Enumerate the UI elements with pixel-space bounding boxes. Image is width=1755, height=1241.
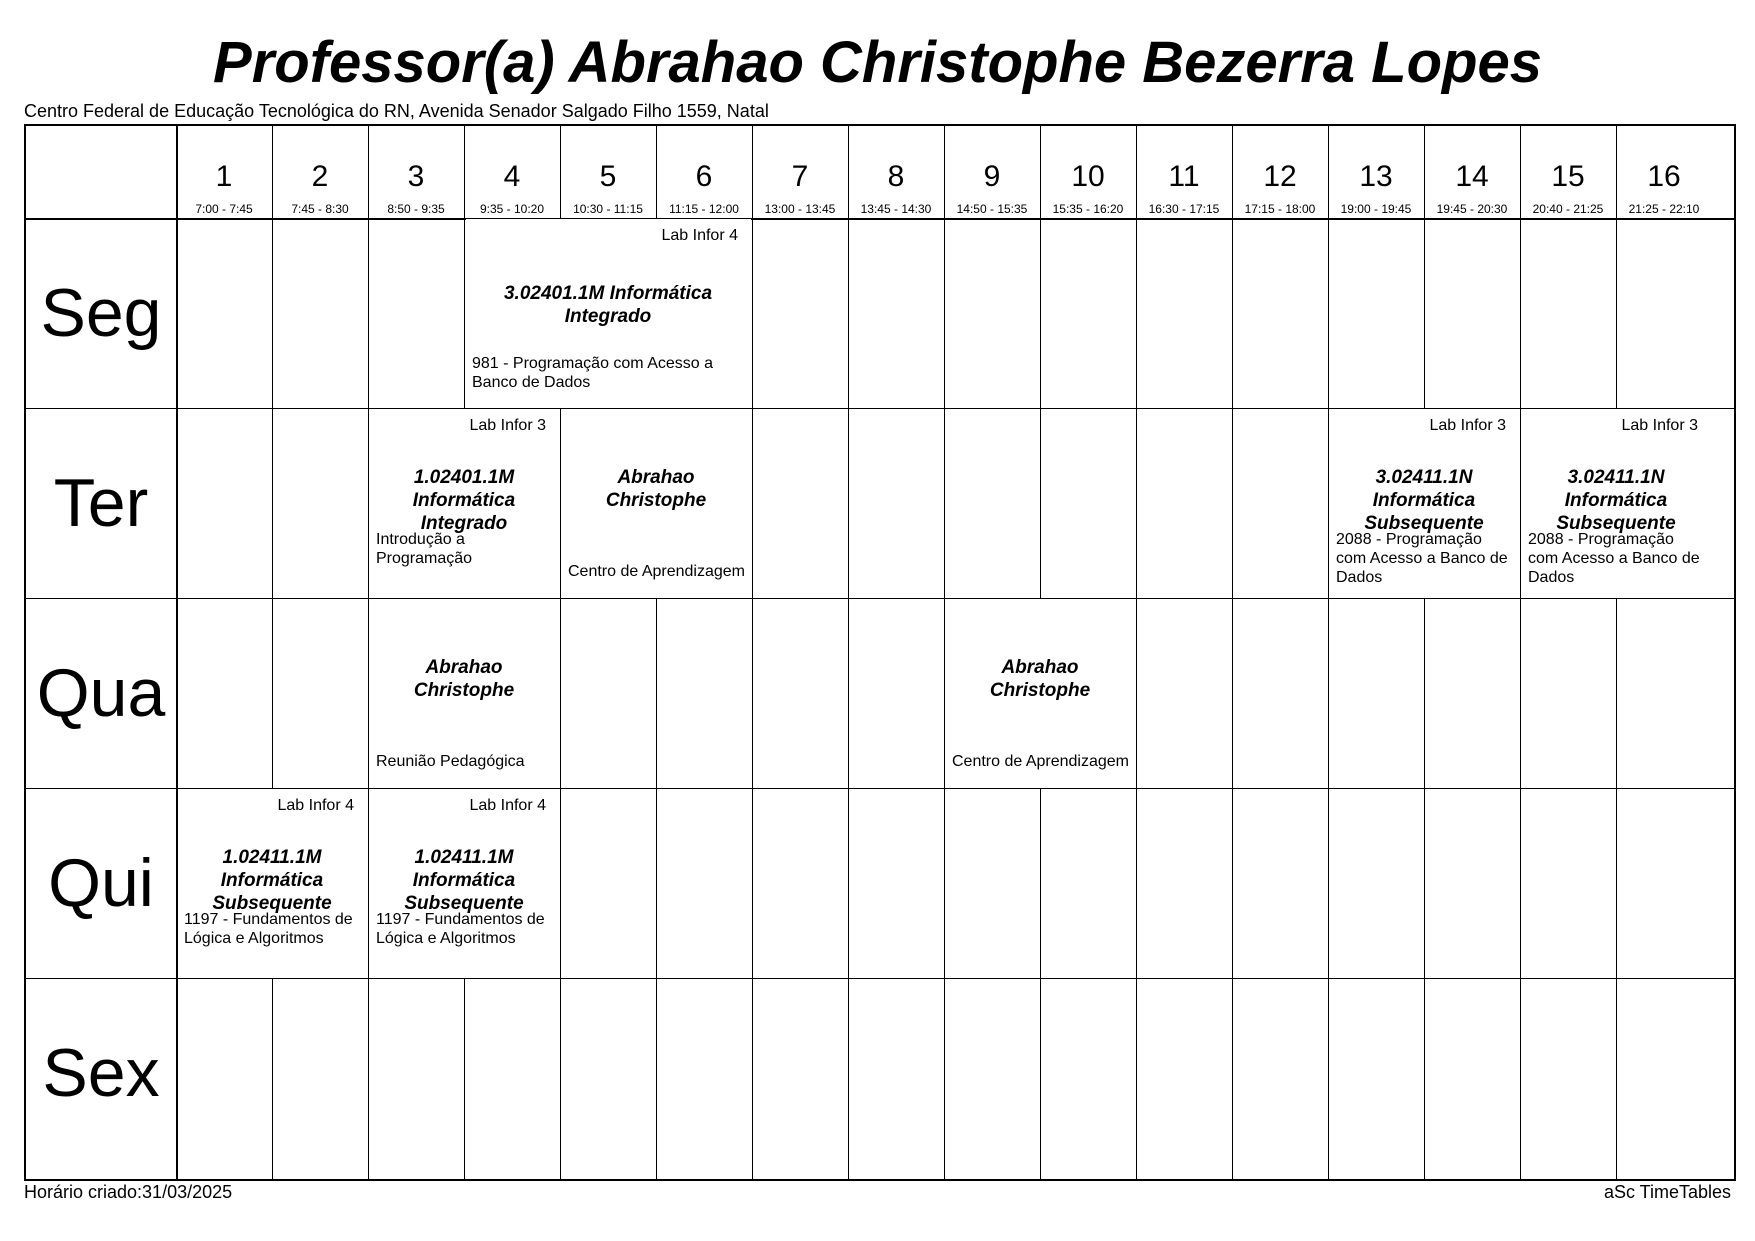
grid-vertical-line	[1520, 126, 1521, 1179]
lesson-class: 1.02411.1M Informática Subsequente	[404, 847, 524, 914]
day-label-sex: Sex	[42, 1035, 160, 1111]
period-time: 7:45 - 8:30	[291, 202, 349, 216]
period-time: 19:45 - 20:30	[1436, 202, 1508, 216]
page-title: Professor(a) Abrahao Christophe Bezerra Lopes	[213, 30, 1542, 95]
lesson-room: Lab Infor 3	[1429, 417, 1506, 434]
period-header	[1232, 126, 1328, 218]
lesson-card[interactable]	[560, 408, 752, 598]
period-time: 10:30 - 11:15	[573, 202, 643, 216]
grid-horizontal-line	[26, 218, 1734, 220]
period-header	[368, 126, 464, 218]
day-label-ter: Ter	[53, 465, 149, 541]
lesson-subject: 1197 - Fundamentos de Lógica e Algoritmos	[184, 911, 353, 947]
grid-vertical-line	[1616, 126, 1617, 1179]
lesson-room: Lab Infor 4	[469, 797, 546, 814]
grid-vertical-line	[272, 126, 273, 1179]
period-time: 7:00 - 7:45	[195, 202, 253, 216]
lesson-card[interactable]	[368, 408, 560, 598]
lesson-card[interactable]	[944, 598, 1136, 788]
lesson-subject: Introdução a Programação	[376, 531, 473, 567]
period-time: 15:35 - 16:20	[1052, 202, 1124, 216]
lesson-subject: 2088 - Programação com Acesso a Banco de Dados	[1336, 531, 1508, 586]
lesson-class: Abrahao Christophe	[413, 657, 515, 701]
grid-vertical-line	[752, 126, 753, 1179]
lesson-subject: Centro de Aprendizagem	[952, 753, 1129, 770]
school-address: Centro Federal de Educação Tecnológica do RN, Avenida Senador Salgado Filho 1559, Natal	[24, 101, 769, 121]
period-number: 15	[1551, 160, 1585, 193]
period-number: 6	[695, 160, 713, 193]
lesson-room: Lab Infor 4	[277, 797, 354, 814]
period-header	[848, 126, 944, 218]
lesson-subject: Centro de Aprendizagem	[568, 563, 745, 580]
period-number: 13	[1359, 160, 1393, 193]
lesson-subject: Reunião Pedagógica	[376, 753, 525, 770]
period-header	[176, 126, 272, 218]
lesson-card[interactable]	[368, 598, 560, 788]
period-number: 7	[791, 160, 809, 193]
period-header	[656, 126, 752, 218]
period-number: 10	[1071, 160, 1105, 193]
lesson-class: Abrahao Christophe	[605, 467, 707, 511]
lesson-subject: 981 - Programação com Acesso a Banco de Dados	[472, 355, 714, 391]
lesson-class: 1.02411.1M Informática Subsequente	[212, 847, 332, 914]
period-time: 20:40 - 21:25	[1532, 202, 1604, 216]
lesson-card[interactable]	[1328, 408, 1520, 598]
software-credit: aSc TimeTables	[1603, 1182, 1731, 1202]
period-number: 9	[983, 160, 1001, 193]
lesson-card[interactable]	[464, 218, 752, 408]
lesson-class: 3.02411.1N Informática Subsequente	[1364, 467, 1484, 534]
period-time: 21:25 - 22:10	[1628, 202, 1700, 216]
grid-vertical-line	[1328, 126, 1329, 1179]
period-time: 11:15 - 12:00	[669, 202, 739, 216]
lesson-card[interactable]	[176, 788, 368, 978]
lesson-room: Lab Infor 3	[469, 417, 546, 434]
period-number: 8	[887, 160, 905, 193]
period-time: 17:15 - 18:00	[1244, 202, 1316, 216]
period-number: 3	[407, 160, 425, 193]
lesson-card[interactable]	[1520, 408, 1712, 598]
lesson-card[interactable]	[368, 788, 560, 978]
period-header	[944, 126, 1040, 218]
period-time: 13:00 - 13:45	[764, 202, 836, 216]
lesson-subject: 2088 - Programação com Acesso a Banco de Dados	[1528, 531, 1700, 586]
lesson-class: Abrahao Christophe	[989, 657, 1091, 701]
period-number: 2	[311, 160, 329, 193]
period-time: 19:00 - 19:45	[1340, 202, 1412, 216]
grid-horizontal-line	[26, 598, 1734, 599]
period-number: 12	[1263, 160, 1297, 193]
period-header	[560, 126, 656, 218]
period-time: 13:45 - 14:30	[860, 202, 932, 216]
period-time: 14:50 - 15:35	[956, 202, 1028, 216]
period-header	[1136, 126, 1232, 218]
period-number: 5	[599, 160, 617, 193]
grid-vertical-line	[1424, 126, 1425, 1179]
day-label-qui: Qui	[48, 845, 154, 921]
period-header	[272, 126, 368, 218]
lesson-room: Lab Infor 3	[1621, 417, 1698, 434]
period-header	[752, 126, 848, 218]
period-header	[1328, 126, 1424, 218]
period-number: 11	[1168, 160, 1200, 193]
timetable-grid	[24, 124, 1736, 1181]
period-time: 9:35 - 10:20	[479, 202, 545, 216]
lesson-class: 3.02411.1N Informática Subsequente	[1556, 467, 1676, 534]
period-header	[1616, 126, 1712, 218]
grid-horizontal-line	[26, 978, 1734, 979]
period-time: 8:50 - 9:35	[387, 202, 445, 216]
lesson-subject: 1197 - Fundamentos de Lógica e Algoritmos	[376, 911, 545, 947]
period-header	[464, 126, 560, 218]
day-label-qua: Qua	[36, 655, 166, 731]
lesson-class: 3.02401.1M Informática Integrado	[503, 283, 713, 327]
period-number: 14	[1455, 160, 1489, 193]
grid-vertical-line	[1232, 126, 1233, 1179]
period-header	[1520, 126, 1616, 218]
grid-vertical-line	[176, 126, 178, 1179]
period-header	[1424, 126, 1520, 218]
grid-vertical-line	[1136, 126, 1137, 1179]
day-label-seg: Seg	[40, 275, 162, 351]
period-time: 16:30 - 17:15	[1148, 202, 1220, 216]
lesson-class: 1.02401.1M Informática Integrado	[412, 467, 516, 534]
period-header	[1040, 126, 1136, 218]
created-date: Horário criado:31/03/2025	[24, 1182, 233, 1202]
grid-vertical-line	[848, 126, 849, 1179]
period-number: 1	[215, 160, 233, 193]
period-number: 16	[1647, 160, 1681, 193]
period-number: 4	[503, 160, 521, 193]
lesson-room: Lab Infor 4	[661, 227, 738, 244]
